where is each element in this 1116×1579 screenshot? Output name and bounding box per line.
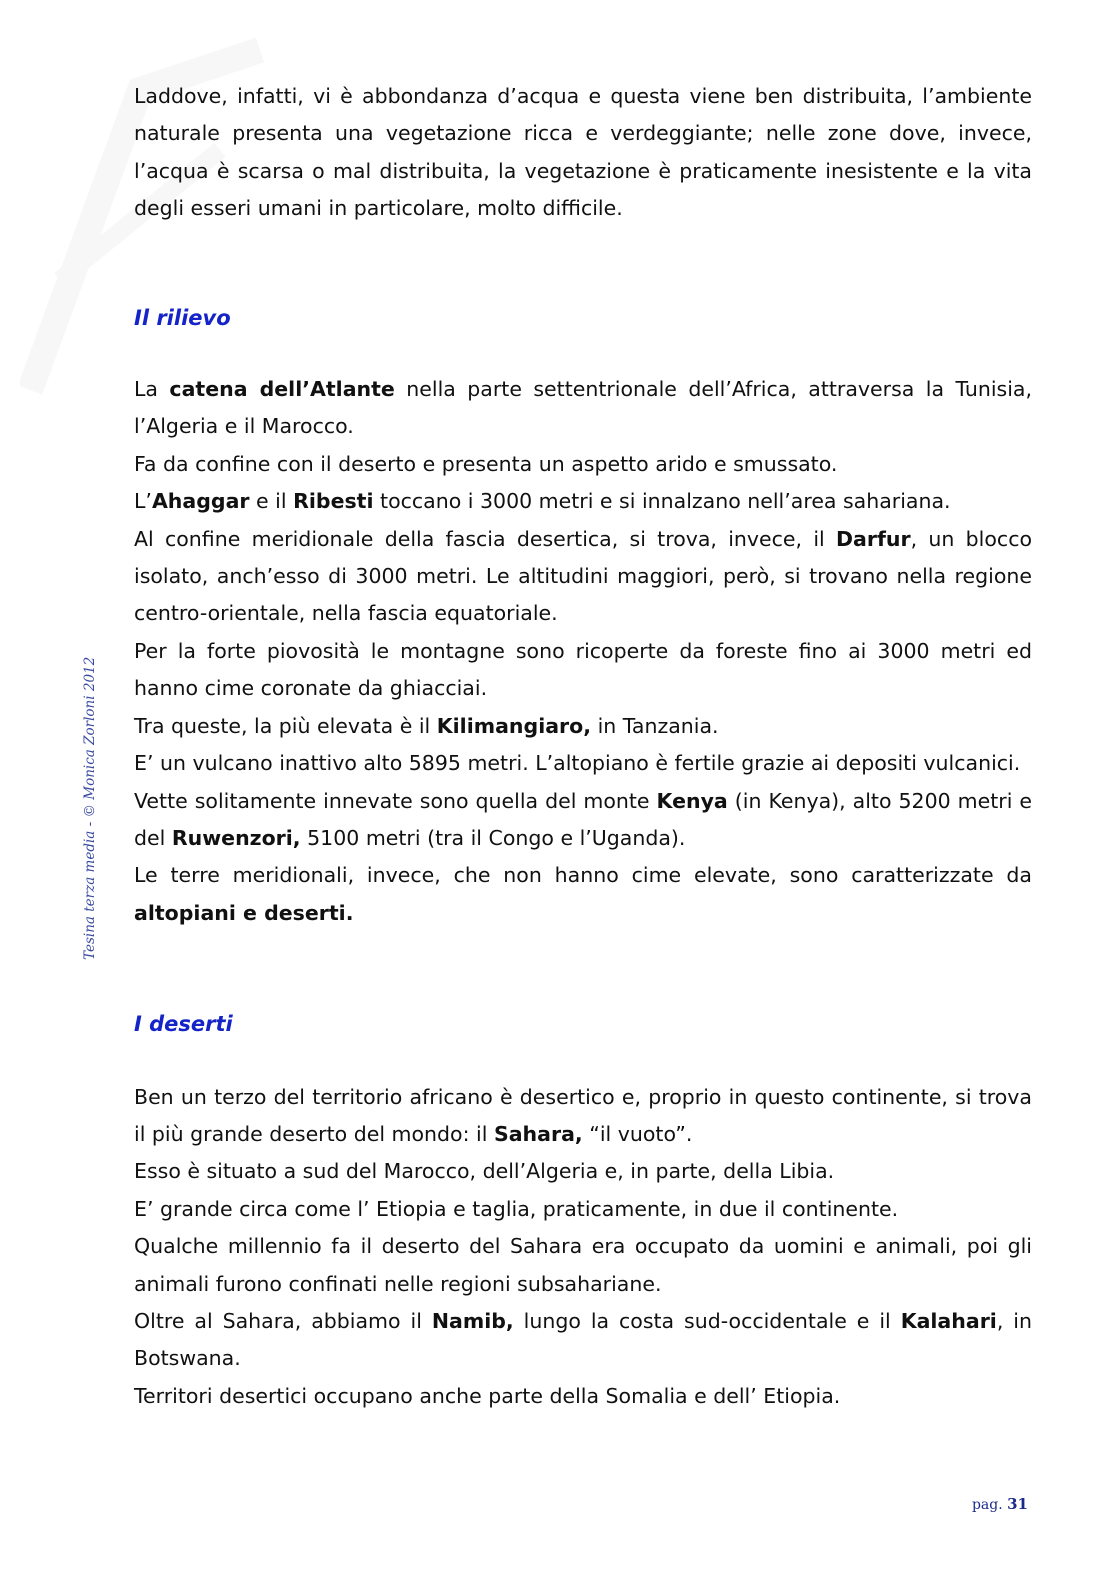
section-heading-rilievo: Il rilievo bbox=[134, 305, 231, 330]
rilievo-paragraph-9: Le terre meridionali, invece, che non hanno cime elevate, sono caratterizzate da altopiani e deserti. bbox=[134, 863, 1032, 925]
rilievo-paragraph-3: L’Ahaggar e il Ribesti toccano i 3000 metri e si innalzano nell’area sahariana. bbox=[134, 489, 951, 514]
deserti-paragraph-5: Oltre al Sahara, abbiamo il Namib, lungo la costa sud-occidentale e il Kalahari, in Botswana. bbox=[134, 1308, 1032, 1371]
page-label: pag. bbox=[971, 1497, 1003, 1513]
section-heading-deserti: I deserti bbox=[134, 1012, 233, 1037]
rilievo-paragraph-5: Per la forte piovosità le montagne sono ricoperte da foreste fino ai 3000 metri ed hanno cime coronate da ghiacciai. bbox=[134, 638, 1032, 701]
deserti-paragraph-6: Territori desertici occupano anche parte della Somalia e dell’ Etiopia. bbox=[134, 1383, 841, 1408]
page-number: 31 bbox=[1007, 1495, 1028, 1513]
rilievo-paragraph-8: Vette solitamente innevate sono quella del monte Kenya (in Kenya), alto 5200 metri e del Ruwenzori, 5100 metri (tra il Congo e l’Uganda). bbox=[134, 788, 1032, 850]
page-footer bbox=[972, 1495, 1028, 1513]
rilievo-paragraph-2: Fa da confine con il deserto e presenta un aspetto arido e smussato. bbox=[134, 451, 838, 476]
rilievo-paragraph-1: La catena dell’Atlante nella parte settentrionale dell’Africa, attraversa la Tunisia, l’Algeria e il Marocco. bbox=[134, 377, 1033, 439]
document-body bbox=[134, 78, 1032, 1415]
intro-paragraph: Laddove, infatti, vi è abbondanza d’acqua e questa viene ben distribuita, l’ambiente naturale presenta una vegetazione ricca e verdeggiante; nelle zone dove, invece, l’acqua è scarsa o mal distribuita, la vegetazione è praticamente inesistente e la vita degli esseri umani in particolare, molto difficile. bbox=[134, 84, 1032, 221]
deserti-paragraph-2: Esso è situato a sud del Marocco, dell’Algeria e, in parte, della Libia. bbox=[134, 1159, 835, 1184]
deserti-paragraph-4: Qualche millennio fa il deserto del Sahara era occupato da uomini e animali, poi gli animali furono confinati nelle regioni subsahariane. bbox=[134, 1234, 1032, 1296]
deserti-paragraph-3: E’ grande circa come l’ Etiopia e taglia, praticamente, in due il continente. bbox=[134, 1196, 899, 1221]
rilievo-paragraph-7: E’ un vulcano inattivo alto 5895 metri. L’altopiano è fertile grazie ai depositi vulcanici. bbox=[134, 751, 1021, 776]
side-note-author: Tesina terza media - © Monica Zorloni 2012 bbox=[82, 656, 98, 960]
rilievo-paragraph-4: Al confine meridionale della fascia desertica, si trova, invece, il Darfur, un blocco isolato, anch’esso di 3000 metri. Le altitudini maggiori, però, si trovano nella regione centro-orientale, nella fascia equatoriale. bbox=[134, 526, 1033, 626]
deserti-paragraph-1: Ben un terzo del territorio africano è desertico e, proprio in questo continente, si trova il più grande deserto del mondo: il Sahara, “il vuoto”. bbox=[134, 1084, 1032, 1146]
rilievo-paragraph-6: Tra queste, la più elevata è il Kilimangiaro, in Tanzania. bbox=[134, 713, 719, 738]
